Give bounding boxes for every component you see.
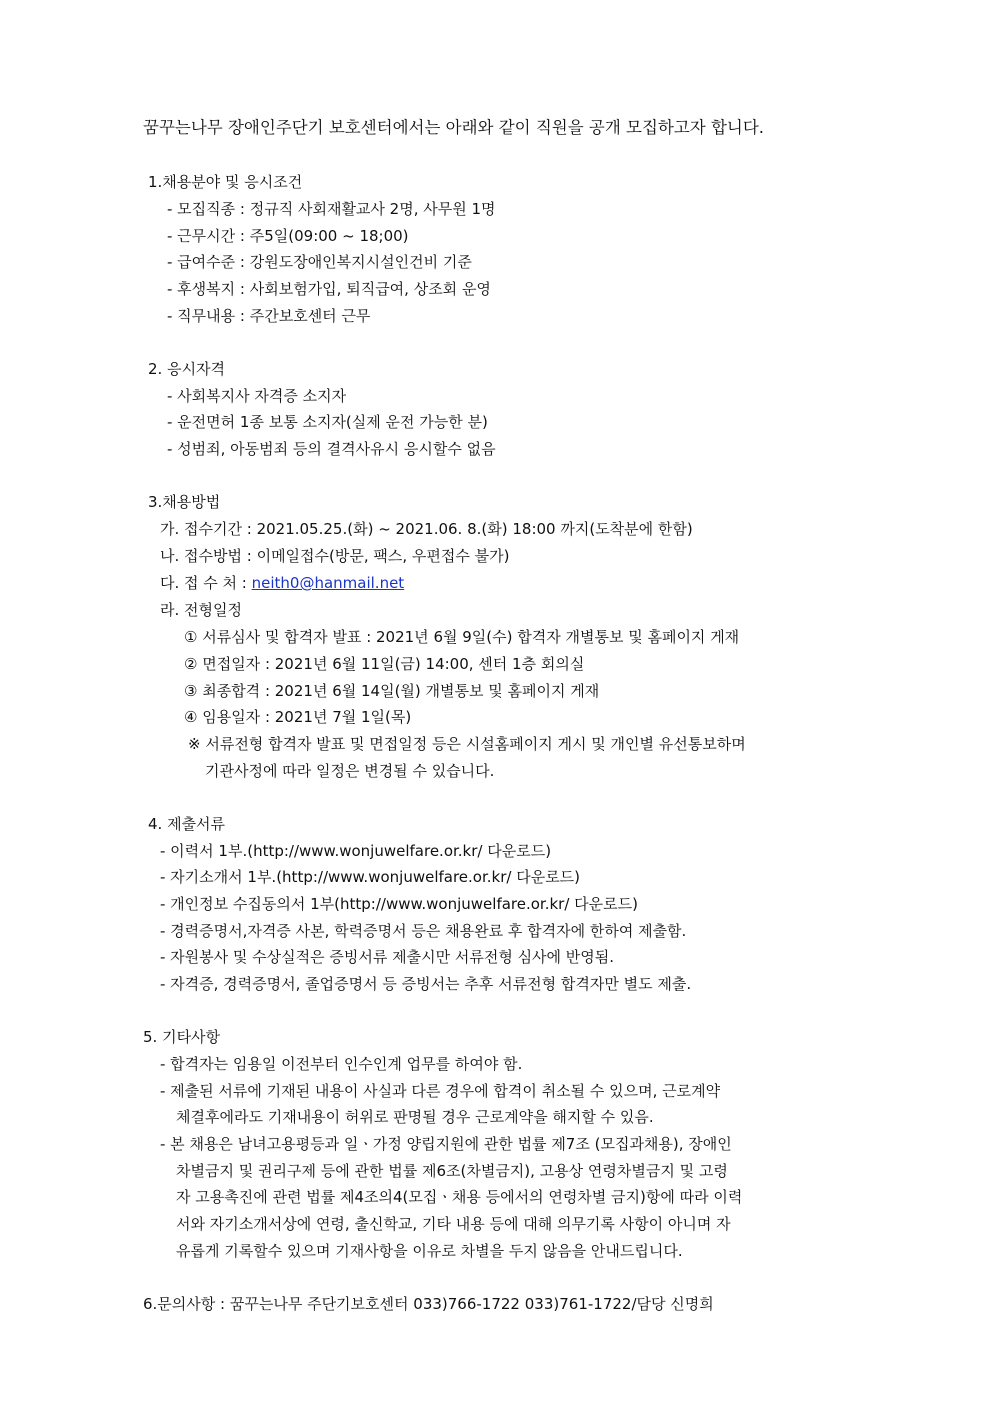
section-3-heading: 3.채용방법 xyxy=(148,493,221,511)
document-title: 꿈꾸는나무 장애인주단기 보호센터에서는 아래와 같이 직원을 공개 모집하고자 합니다. xyxy=(143,118,765,137)
s3-step: ② 면접일자 : 2021년 6월 11일(금) 14:00, 센터 1층 회의실 xyxy=(184,655,585,673)
s3-step: ① 서류심사 및 합격자 발표 : 2021년 6월 9일(수) 합격자 개별통보 및 홈페이지 게재 xyxy=(184,628,740,646)
s3-note: ※ 서류전형 합격자 발표 및 면접일정 등은 시설홈페이지 게시 및 개인별 유선통보하며 xyxy=(188,735,746,753)
s4-item: - 경력증명서,자격증 사본, 학력증명서 등은 채용완료 후 합격자에 한하여 제출함. xyxy=(160,922,687,940)
s2-item: - 운전면허 1종 보통 소지자(실제 운전 가능한 분) xyxy=(167,413,488,431)
s5-line: 유롭게 기록할수 있으며 기재사항을 이유로 차별을 두지 않음을 안내드립니다. xyxy=(176,1242,683,1260)
s5-line: - 제출된 서류에 기재된 내용이 사실과 다른 경우에 합격이 취소될 수 있으며, 근로계약 xyxy=(160,1082,721,1100)
section-2-heading: 2. 응시자격 xyxy=(148,360,226,378)
s1-item: - 모집직종 : 정규직 사회재활교사 2명, 사무원 1명 xyxy=(167,200,496,218)
s5-line: 서와 자기소개서상에 연령, 출신학교, 기타 내용 등에 대해 의무기록 사항이 아니며 자 xyxy=(176,1215,731,1233)
s3-step: ③ 최종합격 : 2021년 6월 14일(월) 개별통보 및 홈페이지 게재 xyxy=(184,682,600,700)
s5-line: - 합격자는 임용일 이전부터 인수인계 업무를 하여야 함. xyxy=(160,1055,523,1073)
s1-item: - 근무시간 : 주5일(09:00 ~ 18;00) xyxy=(167,227,409,245)
section-4-heading: 4. 제출서류 xyxy=(148,815,226,833)
s2-item: - 사회복지사 자격증 소지자 xyxy=(167,387,347,405)
s3-schedule-heading: 라. 전형일정 xyxy=(160,601,242,619)
s1-item: - 직무내용 : 주간보호센터 근무 xyxy=(167,307,371,325)
s1-item: - 급여수준 : 강원도장애인복지시설인건비 기준 xyxy=(167,253,472,271)
s5-line: 자 고용촉진에 관련 법률 제4조의4(모집ㆍ채용 등에서의 연령차별 금지)항에 따라 이력 xyxy=(176,1188,743,1206)
s5-line: - 본 채용은 남녀고용평등과 일ㆍ가정 양립지원에 관한 법률 제7조 (모집과채용), 장애인 xyxy=(160,1135,732,1153)
email-link[interactable]: neith0@hanmail.net xyxy=(251,574,405,592)
section-6-contact: 6.문의사항 : 꿈꾸는나무 주단기보호센터 033)766-1722 033)761-1722/담당 신명희 xyxy=(143,1295,714,1313)
s3-period: 가. 접수기간 : 2021.05.25.(화) ~ 2021.06. 8.(화) 18:00 까지(도착분에 한함) xyxy=(160,520,693,538)
s4-item: - 개인정보 수집동의서 1부(http://www.wonjuwelfare.or.kr/ 다운로드) xyxy=(160,895,638,913)
s2-item: - 성범죄, 아동범죄 등의 결격사유시 응시할수 없음 xyxy=(167,440,496,458)
s5-line: 차별금지 및 권리구제 등에 관한 법률 제6조(차별금지), 고용상 연령차별금지 및 고령 xyxy=(176,1162,728,1180)
s4-item: - 이력서 1부.(http://www.wonjuwelfare.or.kr/ 다운로드) xyxy=(160,842,552,860)
s4-item: - 자격증, 경력증명서, 졸업증명서 등 증빙서는 추후 서류전형 합격자만 별도 제출. xyxy=(160,975,692,993)
s3-contact-label: 다. 접 수 처 : xyxy=(160,574,252,592)
s3-note-cont: 기관사정에 따라 일정은 변경될 수 있습니다. xyxy=(205,762,495,780)
s4-item: - 자기소개서 1부.(http://www.wonjuwelfare.or.kr/ 다운로드) xyxy=(160,868,581,886)
s1-item: - 후생복지 : 사회보험가입, 퇴직급여, 상조회 운영 xyxy=(167,280,491,298)
s5-line: 체결후에라도 기재내용이 허위로 판명될 경우 근로계약을 해지할 수 있음. xyxy=(176,1108,654,1126)
s3-contact xyxy=(160,573,404,593)
s4-item: - 자원봉사 및 수상실적은 증빙서류 제출시만 서류전형 심사에 반영됨. xyxy=(160,948,615,966)
s3-method: 나. 접수방법 : 이메일접수(방문, 팩스, 우편접수 불가) xyxy=(160,547,510,565)
section-1-heading: 1.채용분야 및 응시조건 xyxy=(148,173,303,191)
s3-step: ④ 임용일자 : 2021년 7월 1일(목) xyxy=(184,708,412,726)
section-5-heading: 5. 기타사항 xyxy=(143,1028,221,1046)
